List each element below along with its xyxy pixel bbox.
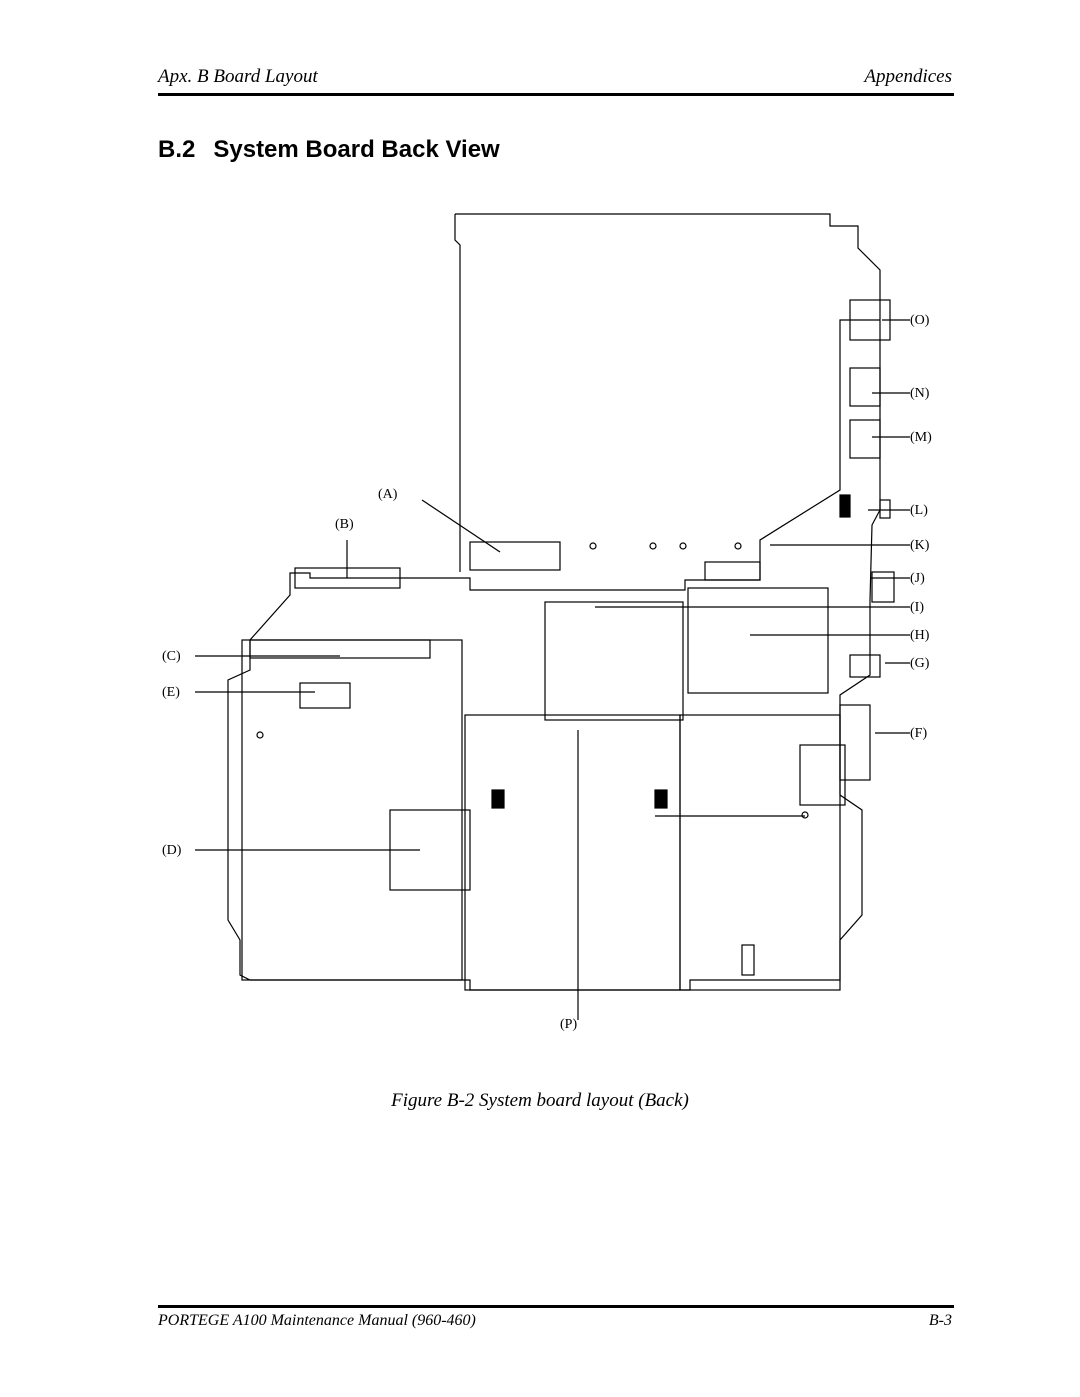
callout-leaders <box>195 320 910 1020</box>
callout-d: (D) <box>162 843 182 858</box>
footer-manual-title: PORTEGE A100 Maintenance Manual (960-460) <box>158 1312 476 1329</box>
callout-m: (M) <box>910 430 932 445</box>
system-board-diagram <box>150 200 950 1040</box>
section-title <box>158 136 500 164</box>
figure-caption: Figure B-2 System board layout (Back) <box>391 1090 689 1111</box>
header-rule <box>158 93 954 96</box>
footer-rule <box>158 1305 954 1308</box>
callout-o: (O) <box>910 313 930 328</box>
callout-labels <box>162 313 932 1032</box>
board-outline <box>228 214 894 990</box>
header-chapter-label: Appendices <box>864 66 952 87</box>
section-number: B.2 <box>158 136 196 163</box>
callout-f: (F) <box>910 726 928 741</box>
header-section-label: Apx. B Board Layout <box>158 66 318 87</box>
section-title-text: System Board Back View <box>213 136 500 163</box>
callout-h: (H) <box>910 628 930 643</box>
callout-e: (E) <box>162 685 180 700</box>
callout-c: (C) <box>162 649 181 664</box>
callout-j: (J) <box>910 571 925 586</box>
callout-l: (L) <box>910 503 928 518</box>
callout-p: (P) <box>560 1017 578 1032</box>
callout-g: (G) <box>910 656 930 671</box>
callout-i: (I) <box>910 600 924 615</box>
callout-a: (A) <box>378 487 398 502</box>
callout-k: (K) <box>910 538 930 553</box>
callout-b: (B) <box>335 517 354 532</box>
footer-page-number: B-3 <box>928 1312 952 1329</box>
callout-n: (N) <box>910 386 930 401</box>
